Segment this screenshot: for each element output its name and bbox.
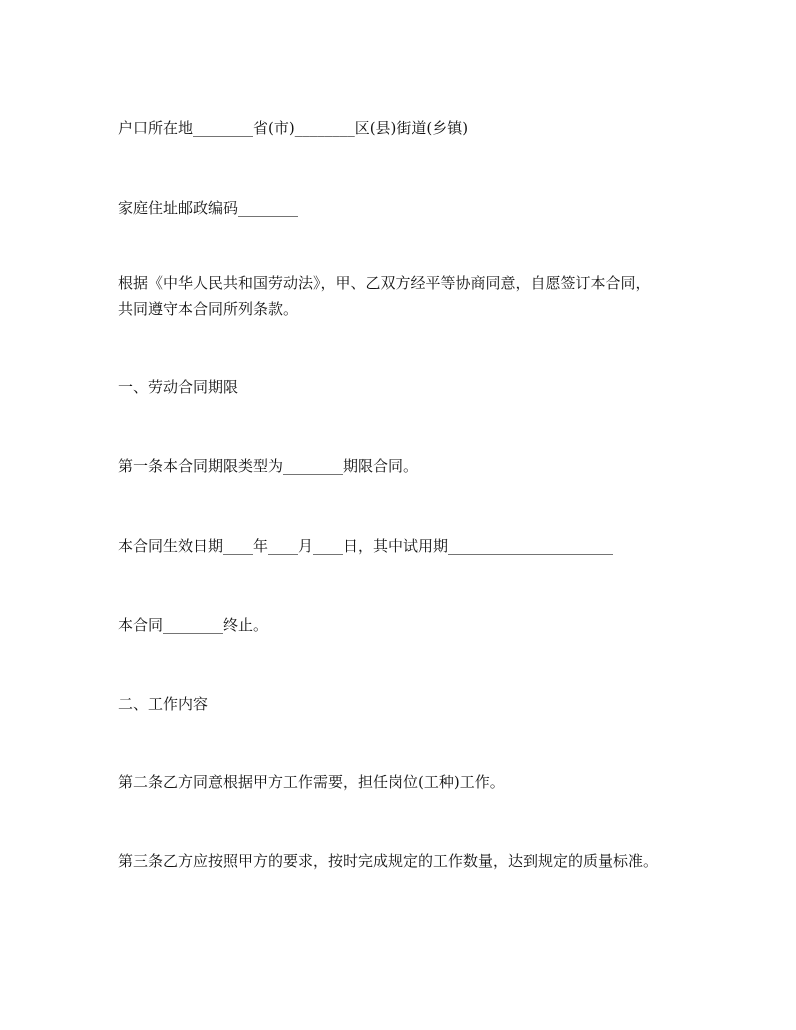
article-2-line: 第二条乙方同意根据甲方工作需要，担任岗位(工种)工作。 [118,773,505,791]
effective-date-line: 本合同生效日期____年____月____日，其中试用期______________________ [118,537,614,555]
article-1-line: 第一条本合同期限类型为________期限合同。 [118,457,419,475]
preamble-line-1: 根据《中华人民共和国劳动法》，甲、乙双方经平等协商同意，自愿签订本合同， [118,274,651,292]
article-3-line: 第三条乙方应按照甲方的要求，按时完成规定的工作数量，达到规定的质量标准。 [118,852,659,870]
termination-line: 本合同________终止。 [118,616,269,634]
section-heading-contract-term: 一、劳动合同期限 [118,378,239,396]
postal-code-line: 家庭住址邮政编码________ [118,199,299,217]
preamble-line-2: 共同遵守本合同所列条款。 [118,300,299,318]
household-registration-line: 户口所在地________省(市)________区(县)街道(乡镇) [118,119,469,137]
section-heading-work-content: 二、工作内容 [118,695,209,713]
